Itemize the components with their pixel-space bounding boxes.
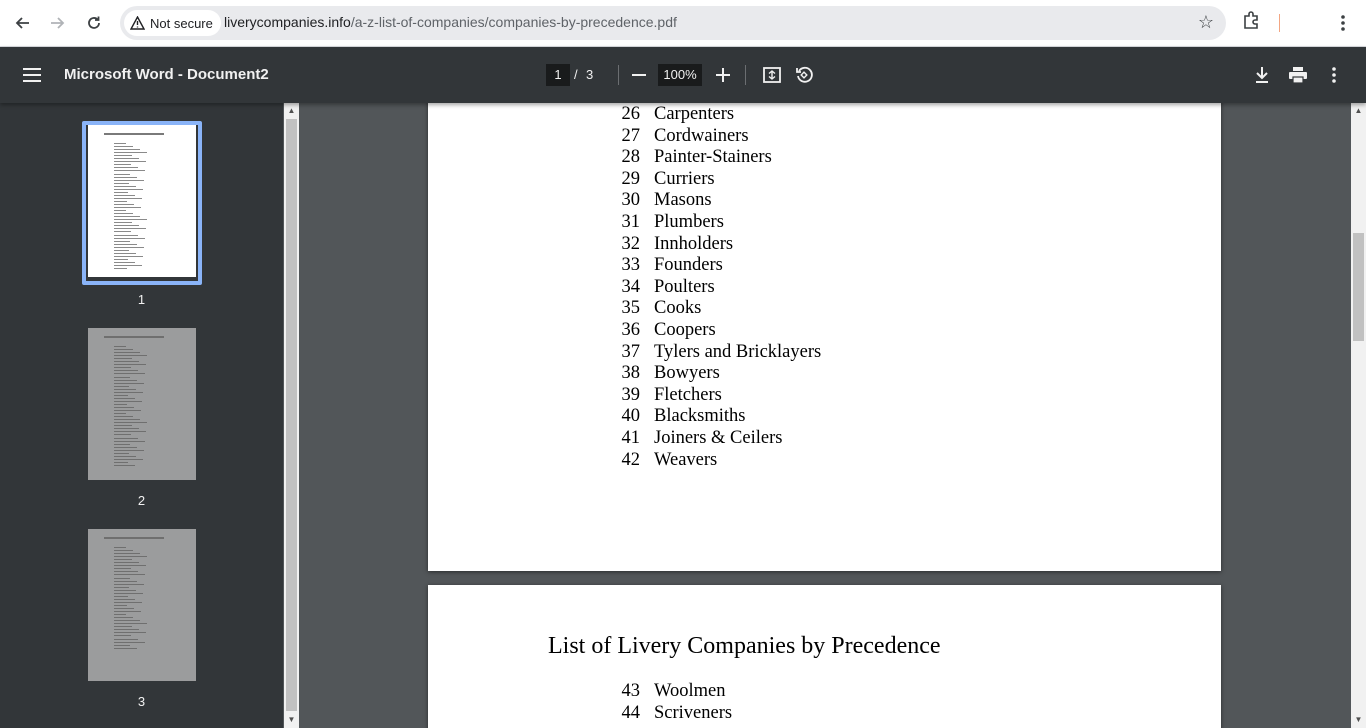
page-total: 3 bbox=[586, 67, 594, 82]
thumbnail-decoration bbox=[114, 614, 126, 615]
entry-number: 26 bbox=[621, 104, 640, 124]
thumbnail-decoration bbox=[114, 438, 138, 439]
entry-number: 30 bbox=[621, 190, 640, 211]
thumbnail-decoration bbox=[114, 578, 130, 579]
list-entry bbox=[621, 681, 725, 702]
list-entry bbox=[621, 450, 717, 471]
entry-number: 31 bbox=[621, 212, 640, 232]
thumbnail-decoration bbox=[114, 453, 129, 454]
entry-number: 43 bbox=[621, 681, 640, 701]
list-entry bbox=[621, 406, 745, 427]
thumbnail-decoration bbox=[114, 428, 139, 429]
thumbnail-decoration bbox=[114, 550, 133, 551]
thumbnail-decoration bbox=[114, 383, 144, 384]
pdf-page-2 bbox=[428, 585, 1221, 728]
toolbar-divider bbox=[1279, 14, 1280, 32]
entry-name: Cordwainers bbox=[654, 125, 749, 146]
thumbnail-decoration bbox=[114, 617, 133, 618]
thumbnail-decoration bbox=[114, 404, 127, 405]
list-entry bbox=[621, 169, 715, 190]
thumbnail-decoration bbox=[114, 626, 132, 627]
page-thumbnail-3[interactable] bbox=[88, 529, 196, 681]
download-icon bbox=[1255, 67, 1269, 83]
entry-name: Founders bbox=[654, 255, 723, 276]
thumbnail-decoration bbox=[114, 419, 140, 420]
sidebar-toggle-button[interactable] bbox=[20, 63, 44, 87]
scroll-down-arrow-icon[interactable]: ▼ bbox=[1354, 714, 1363, 724]
thumbnail-decoration bbox=[114, 553, 140, 554]
entry-name: Coopers bbox=[654, 320, 716, 340]
arrow-right-icon bbox=[50, 15, 66, 31]
entry-name: Cooks bbox=[654, 298, 702, 319]
thumbnail-decoration bbox=[114, 361, 139, 362]
thumbnail-decoration bbox=[114, 465, 135, 466]
zoom-in-button[interactable] bbox=[711, 63, 735, 87]
entry-number: 34 bbox=[621, 276, 640, 297]
thumbnail-decoration bbox=[114, 434, 131, 435]
address-bar[interactable] bbox=[120, 6, 1226, 40]
thumbnail-decoration bbox=[114, 346, 126, 347]
zoom-input[interactable]: 100% bbox=[658, 64, 702, 86]
pdf-page-1 bbox=[428, 103, 1221, 571]
thumbnail-decoration bbox=[114, 584, 144, 585]
entry-number: 35 bbox=[621, 298, 640, 319]
thumbnail-decoration bbox=[114, 416, 133, 417]
thumbnail-label: 1 bbox=[137, 292, 146, 307]
url-path: /a-z-list-of-companies/companies-by-precedence.pdf bbox=[350, 14, 677, 30]
entry-number: 42 bbox=[621, 449, 640, 470]
thumbnail-decoration bbox=[114, 648, 137, 649]
entry-number: 33 bbox=[621, 255, 640, 276]
arrow-left-icon bbox=[14, 15, 30, 31]
document-title: Microsoft Word - Document2 bbox=[64, 66, 269, 83]
entry-name: Weavers bbox=[654, 449, 718, 470]
list-entry bbox=[621, 385, 722, 406]
browser-menu-button[interactable] bbox=[1330, 10, 1356, 36]
list-entry bbox=[621, 190, 712, 211]
entry-name: Joiners & Ceilers bbox=[654, 428, 783, 448]
thumbnail-decoration bbox=[114, 568, 131, 569]
toolbar-divider bbox=[745, 65, 746, 85]
thumbnail-decoration bbox=[104, 336, 164, 338]
thumbnail-decoration bbox=[114, 635, 131, 636]
entry-name: Blacksmiths bbox=[654, 406, 746, 427]
thumbnail-decoration bbox=[114, 367, 131, 368]
plus-icon bbox=[716, 68, 730, 82]
scroll-down-arrow-icon[interactable]: ▼ bbox=[287, 714, 296, 724]
entry-number: 40 bbox=[621, 406, 640, 427]
list-entry bbox=[621, 234, 733, 255]
bookmark-star-icon[interactable]: ☆ bbox=[1197, 12, 1214, 32]
download-button[interactable] bbox=[1250, 63, 1274, 87]
entry-name: Masons bbox=[654, 190, 712, 211]
page-heading: List of Livery Companies by Precedence bbox=[548, 633, 941, 659]
thumbnail-decoration bbox=[114, 441, 145, 442]
sidebar-scrollbar[interactable] bbox=[284, 103, 299, 728]
thumbnail-decoration bbox=[114, 547, 126, 548]
url-host: liverycompanies.info bbox=[224, 14, 351, 30]
scroll-up-arrow-icon[interactable]: ▲ bbox=[287, 105, 296, 115]
kebab-menu-icon bbox=[1341, 15, 1345, 31]
entry-name: Innholders bbox=[654, 233, 734, 254]
print-button[interactable] bbox=[1286, 63, 1310, 87]
entry-number: 32 bbox=[621, 233, 640, 254]
thumbnail-decoration bbox=[114, 364, 146, 365]
list-entry bbox=[621, 363, 720, 384]
thumbnail-decoration bbox=[114, 370, 138, 371]
entry-name: Fletchers bbox=[654, 384, 722, 405]
thumbnail-decoration bbox=[114, 392, 143, 393]
thumbnail-decoration bbox=[114, 639, 138, 640]
list-entry bbox=[621, 298, 701, 319]
hamburger-icon bbox=[23, 68, 41, 82]
thumbnail-decoration bbox=[114, 587, 129, 588]
forward-button[interactable] bbox=[44, 9, 72, 37]
thumbnail-decoration bbox=[114, 413, 126, 414]
list-entry bbox=[621, 104, 734, 125]
browser-toolbar bbox=[0, 0, 1366, 47]
entry-number: 37 bbox=[621, 341, 640, 362]
thumbnail-decoration bbox=[114, 355, 147, 356]
thumbnail-decoration bbox=[114, 562, 139, 563]
page-separator: / bbox=[574, 67, 578, 82]
entry-number: 29 bbox=[621, 168, 640, 189]
entry-name: Scriveners bbox=[654, 702, 733, 723]
pdf-toolbar bbox=[0, 47, 1366, 103]
thumbnail-decoration bbox=[114, 602, 142, 603]
thumbnail-decoration bbox=[114, 642, 145, 643]
list-entry bbox=[621, 212, 724, 233]
thumbnail-decoration bbox=[114, 373, 145, 374]
thumbnail-decoration bbox=[114, 447, 137, 448]
entry-name: Curriers bbox=[654, 168, 715, 189]
thumbnail-decoration bbox=[114, 590, 136, 591]
entry-number: 36 bbox=[621, 320, 640, 340]
thumbnail-decoration bbox=[114, 593, 143, 594]
security-label: Not secure bbox=[150, 15, 213, 31]
entry-name: Poulters bbox=[654, 276, 715, 297]
thumbnail-decoration bbox=[114, 358, 132, 359]
thumbnail-decoration bbox=[114, 425, 132, 426]
thumbnail-decoration bbox=[104, 537, 164, 539]
list-entry bbox=[621, 428, 782, 449]
list-entry bbox=[621, 320, 716, 341]
more-actions-button[interactable] bbox=[1322, 63, 1346, 87]
thumbnail-decoration bbox=[114, 450, 144, 451]
thumbnail-decoration bbox=[114, 581, 137, 582]
thumbnail-decoration bbox=[114, 352, 140, 353]
entry-name: Carpenters bbox=[654, 104, 735, 124]
page-thumbnail-2[interactable] bbox=[88, 328, 196, 480]
entry-number: 27 bbox=[621, 125, 640, 146]
thumbnail-decoration bbox=[114, 559, 132, 560]
minus-icon bbox=[632, 68, 646, 82]
warning-icon bbox=[130, 16, 145, 30]
thumbnail-decoration bbox=[114, 422, 147, 423]
thumbnail-decoration bbox=[114, 599, 135, 600]
thumbnail-decoration bbox=[114, 645, 130, 646]
thumbnail-decoration bbox=[114, 556, 147, 557]
toolbar-divider bbox=[618, 65, 619, 85]
entry-name: Plumbers bbox=[654, 212, 724, 232]
thumbnail-decoration bbox=[114, 632, 146, 633]
thumbnail-label: 2 bbox=[137, 493, 146, 508]
thumbnail-decoration bbox=[114, 571, 138, 572]
thumbnail-decoration bbox=[114, 565, 146, 566]
entry-number: 39 bbox=[621, 384, 640, 405]
list-entry bbox=[621, 703, 732, 724]
thumbnail-decoration bbox=[114, 398, 135, 399]
page-number-input[interactable]: 1 bbox=[546, 64, 570, 86]
list-entry bbox=[621, 147, 772, 168]
pdf-viewer[interactable] bbox=[300, 103, 1351, 728]
thumbnail-decoration bbox=[114, 431, 146, 432]
main-scrollbar[interactable] bbox=[1351, 103, 1366, 728]
kebab-menu-icon bbox=[1332, 67, 1336, 83]
thumbnail-decoration bbox=[114, 349, 133, 350]
thumbnail-decoration bbox=[114, 605, 127, 606]
list-entry bbox=[621, 255, 723, 276]
entry-number: 44 bbox=[621, 702, 640, 723]
entry-number: 28 bbox=[621, 147, 640, 168]
thumbnail-decoration bbox=[114, 380, 137, 381]
entry-name: Woolmen bbox=[654, 681, 726, 701]
thumbnail-decoration bbox=[114, 462, 128, 463]
list-entry bbox=[621, 126, 749, 147]
thumbnail-decoration bbox=[114, 456, 136, 457]
thumbnail-decoration bbox=[114, 596, 128, 597]
sidebar-scrollbar-thumb[interactable] bbox=[286, 119, 297, 711]
rotate-icon bbox=[795, 66, 813, 84]
thumbnail-decoration bbox=[114, 444, 130, 445]
thumbnail-decoration bbox=[114, 389, 136, 390]
reload-button[interactable] bbox=[80, 9, 108, 37]
thumbnail-decoration bbox=[114, 623, 147, 624]
thumbnail-decoration bbox=[114, 620, 140, 621]
entry-number: 41 bbox=[621, 428, 640, 448]
thumbnail-decoration bbox=[114, 574, 145, 575]
extensions-button[interactable] bbox=[1242, 10, 1268, 36]
thumbnail-label: 3 bbox=[137, 694, 146, 709]
printer-icon bbox=[1289, 67, 1307, 83]
thumbnail-decoration bbox=[114, 407, 134, 408]
thumbnail-decoration bbox=[114, 377, 130, 378]
url-text[interactable] bbox=[224, 14, 677, 30]
thumbnail-decoration bbox=[114, 629, 139, 630]
thumbnail-decoration bbox=[114, 401, 142, 402]
back-button[interactable] bbox=[8, 9, 36, 37]
thumbnail-decoration bbox=[114, 459, 143, 460]
thumbnail-decoration bbox=[114, 608, 134, 609]
thumbnail-decoration bbox=[114, 611, 141, 612]
list-entry bbox=[621, 342, 821, 363]
list-entry bbox=[621, 277, 715, 298]
selected-thumbnail-highlight bbox=[82, 121, 202, 285]
thumbnail-decoration bbox=[114, 386, 129, 387]
thumbnail-decoration bbox=[114, 410, 141, 411]
entry-name: Bowyers bbox=[654, 363, 720, 384]
rotate-button[interactable] bbox=[792, 63, 816, 87]
thumbnail-decoration bbox=[114, 395, 128, 396]
scroll-up-arrow-icon[interactable]: ▲ bbox=[1354, 105, 1363, 115]
entry-number: 38 bbox=[621, 363, 640, 384]
fit-to-page-icon bbox=[763, 67, 781, 83]
security-indicator[interactable] bbox=[124, 10, 221, 36]
zoom-out-button[interactable] bbox=[627, 63, 651, 87]
main-scrollbar-thumb[interactable] bbox=[1353, 233, 1364, 341]
puzzle-icon bbox=[1242, 10, 1262, 30]
entry-name: Painter-Stainers bbox=[654, 147, 772, 168]
entry-name: Tylers and Bricklayers bbox=[654, 341, 822, 362]
reload-icon bbox=[86, 15, 102, 31]
fit-page-button[interactable] bbox=[760, 63, 784, 87]
